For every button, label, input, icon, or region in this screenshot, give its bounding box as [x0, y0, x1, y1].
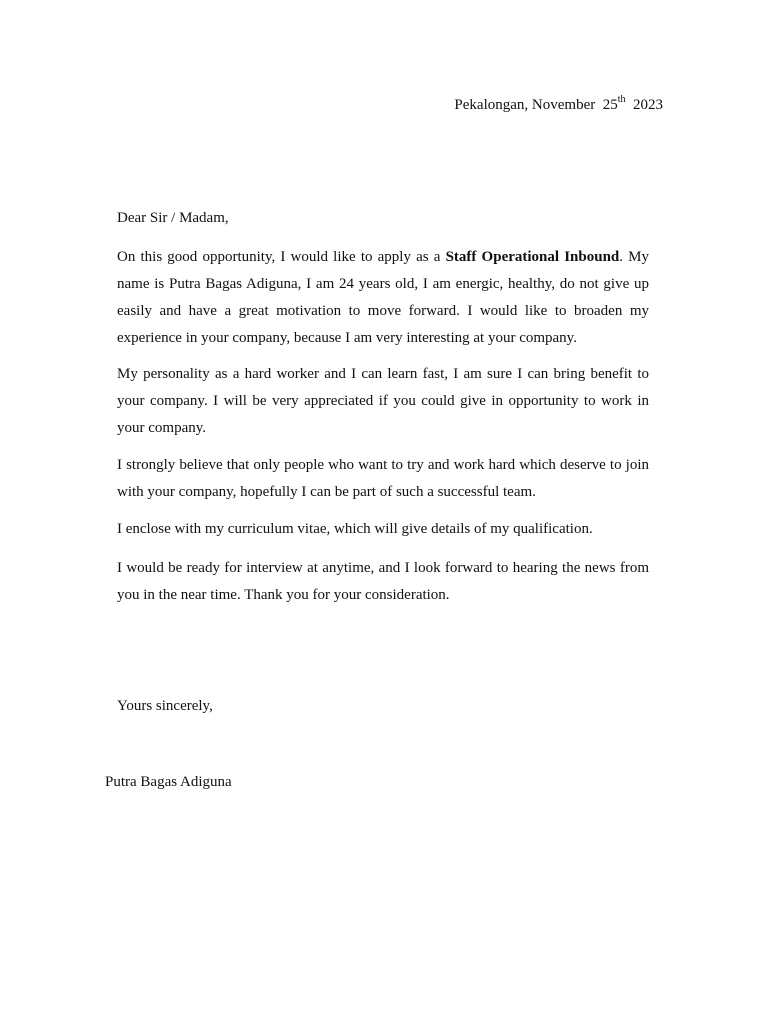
date-year: 2023: [633, 97, 663, 113]
paragraph-interview: [117, 555, 649, 609]
date-place-month: Pekalongan, November: [454, 97, 596, 113]
signature-name: Putra Bagas Adiguna: [105, 774, 232, 790]
date-day-suffix: th: [617, 94, 626, 105]
paragraph-application: [117, 244, 649, 352]
paragraph-application-text: [117, 244, 649, 352]
paragraph-interview-text: I would be ready for interview at anytime, and I look forward to hearing the news from you in the near time. Thank you for your consideration.: [117, 560, 649, 603]
closing-phrase: Yours sincerely,: [117, 698, 213, 714]
paragraph-application-rest: . My name is Putra Bagas Adiguna, I am 24 years old, I am energic, healthy, do not give up easily and have a great motivation to move forward. I would like to broaden my experience in your company, because I am very interesting at your company.: [117, 249, 650, 346]
paragraph-enclosure: [117, 516, 649, 543]
paragraph-personality: [117, 361, 649, 442]
salutation: Dear Sir / Madam,: [117, 210, 229, 226]
paragraph-personality-text: My personality as a hard worker and I can learn fast, I am sure I can bring benefit to your company. I will be very appreciated if you could give in opportunity to work in your company.: [117, 366, 649, 436]
paragraph-enclosure-text: I enclose with my curriculum vitae, which will give details of my qualification.: [117, 521, 593, 537]
paragraph-belief: [117, 452, 649, 506]
paragraph-application-intro: On this good opportunity, I would like to apply as a: [117, 249, 446, 265]
date-day: 25: [602, 97, 618, 113]
paragraph-belief-text: I strongly believe that only people who want to try and work hard which deserve to join with your company, hopefully I can be part of such a successful team.: [117, 457, 649, 500]
letter-date: [454, 95, 663, 115]
position-title: Staff Operational Inbound: [445, 249, 620, 265]
